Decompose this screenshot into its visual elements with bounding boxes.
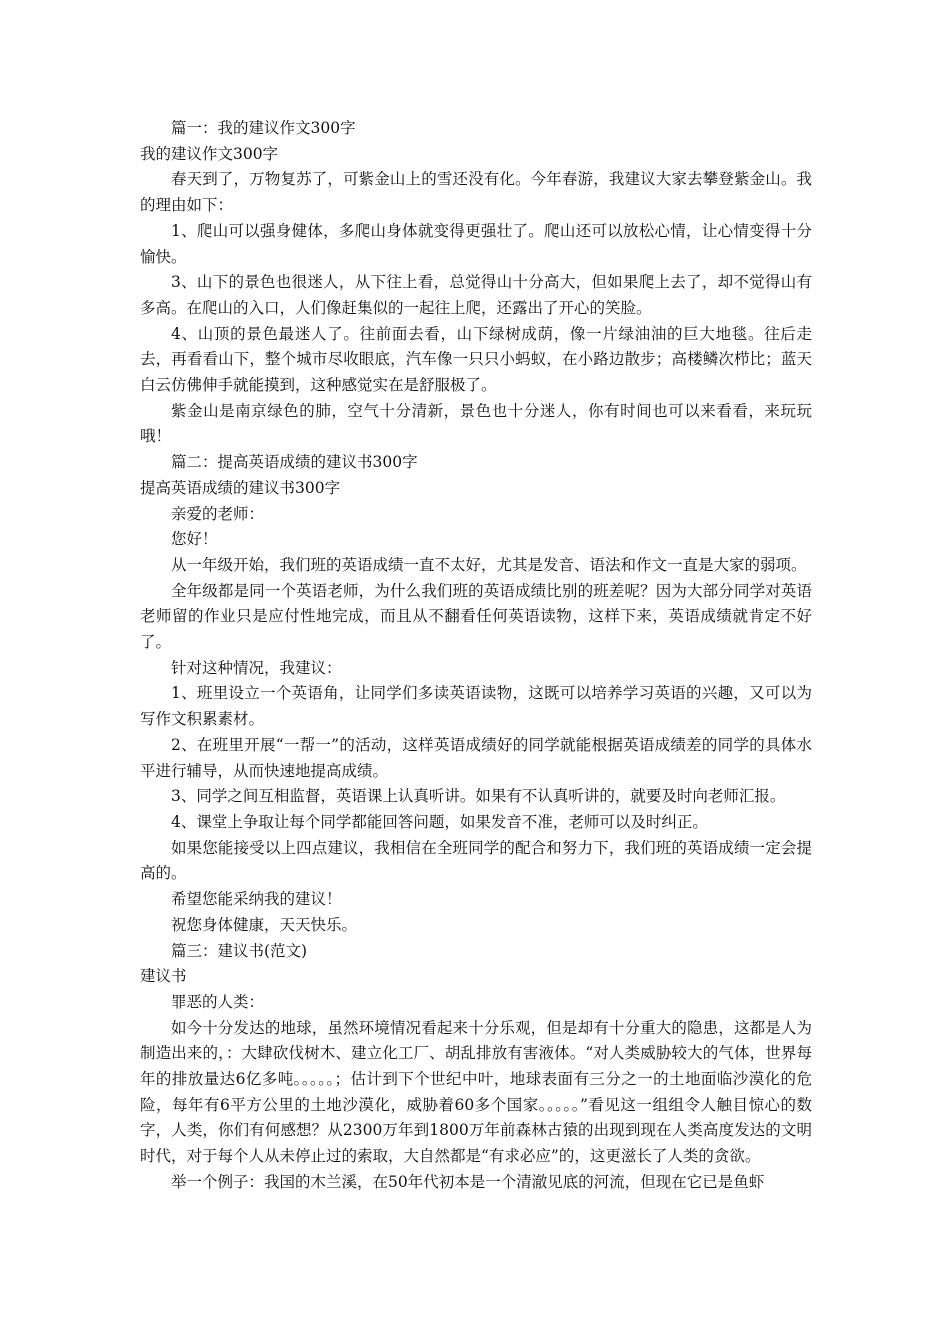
paragraph: 全年级都是同一个英语老师，为什么我们班的英语成绩比别的班差呢？因为大部分同学对英语老师留的作业只是应付性地完成，而且从不翻看任何英语读物，这样下来，英语成绩就肯定不好了。 [140,581,812,652]
paragraph: 您好！ [171,530,218,549]
paragraph: 从一年级开始，我们班的英语成绩一直不太好，尤其是发音、语法和作文一直是大家的弱项。 [171,555,807,574]
paragraph: 针对这种情况，我建议： [171,658,342,677]
paragraph: 春天到了，万物复苏了，可紫金山上的雪还没有化。今年春游，我建议大家去攀登紫金山。我的理由如下： [140,170,812,215]
paragraph: 4、课堂上争取让每个同学都能回答问题，如果发音不准，老师可以及时纠正。 [171,812,708,831]
paragraph: 1、爬山可以强身健体，多爬山身体就变得更强壮了。爬山还可以放松心情，让心情变得十分愉快。 [140,221,812,266]
paragraph: 篇二：提高英语成绩的建议书300字 [171,453,418,472]
paragraph: 紫金山是南京绿色的肺，空气十分清新，景色也十分迷人，你有时间也可以来看看，来玩玩哦！ [140,401,812,446]
paragraph: 祝您身体健康，天天快乐。 [171,915,358,934]
paragraph: 我的建议作文300字 [140,144,279,163]
paragraph: 1、班里设立一个英语角，让同学们多读英语读物，这既可以培养学习英语的兴趣，又可以为写作文积累素材。 [140,684,812,729]
paragraph: 3、同学之间互相监督，英语课上认真听讲。如果有不认真听讲的，就要及时向老师汇报。 [171,787,786,806]
paragraph: 3、山下的景色也很迷人，从下往上看，总觉得山十分高大，但如果爬上去了，却不觉得山有多高。在爬山的入口，人们像赶集似的一起往上爬，还露出了开心的笑脸。 [140,273,812,317]
paragraph: 亲爱的老师： [171,504,265,523]
paragraph: 罪恶的人类： [171,992,265,1011]
paragraph: 篇一：我的建议作文300字 [171,119,356,137]
paragraph: 如果您能接受以上四点建议，我相信在全班同学的配合和努力下，我们班的英语成绩一定会提高的。 [140,838,812,883]
paragraph: 举一个例子：我国的木兰溪，在50年代初本是一个清澈见底的河流，但现在它已是鱼虾 [171,1172,765,1191]
document-body [140,116,812,1196]
paragraph: 希望您能采纳我的建议！ [171,890,342,909]
paragraph: 4、山顶的景色最迷人了。往前面去看，山下绿树成荫，像一片绿油油的巨大地毯。往后走去，再看看山下，整个城市尽收眼底，汽车像一只只小蚂蚁，在小路边散步；高楼鳞次栉比；蓝天白云仿佛伸手就能摸到，这种感觉实在是舒服极了。 [140,324,812,395]
paragraph: 2、在班里开展“一帮一”的活动，这样英语成绩好的同学就能根据英语成绩差的同学的具体水平进行辅导，从而快速地提高成绩。 [140,735,812,780]
paragraph: 提高英语成绩的建议书300字 [140,478,341,497]
paragraph: 篇三：建议书(范文) [171,941,308,960]
paragraph: 建议书 [140,967,187,986]
paragraph: 如今十分发达的地球，虽然环境情况看起来十分乐观，但是却有十分重大的隐患，这都是人为制造出来的，：大肆砍伐树木、建立化工厂、胡乱排放有害液体。“对人类威胁较大的气体，世界每年的排放量达6亿多吨。。。。。；估计到下个世纪中叶，地球表面有三分之一的土地面临沙漠化的危险，每年有6平方公里的土地沙漠化，威胁着60多个国家。。。。。”看见这一组组令人触目惊心的数字，人类，你们有何感想？从2300万年到1800万年前森林古猿的出现到现在人类高度发达的文明时代，对于每个人从未停止过的索取，大自然都是“有求必应”的，这更滋长了人类的贪欲。 [140,1018,812,1166]
